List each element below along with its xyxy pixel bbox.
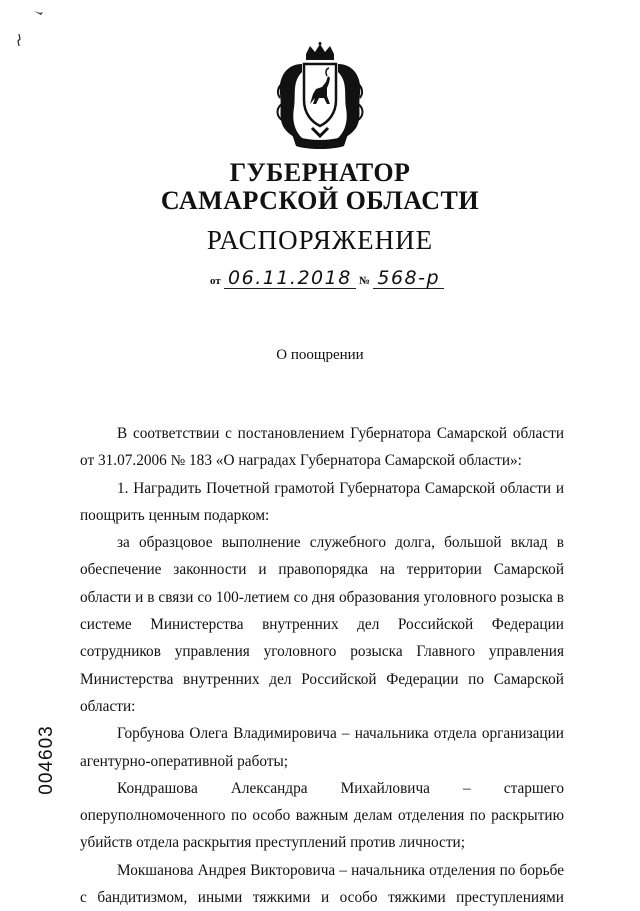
body-paragraph: В соответствии с постановлением Губернатора Самарской области от 31.07.2006 № 183 «О наградах Губернатора Самарской области»: [80,425,564,470]
body-paragraph: Горбунова Олега Владимировича – начальника отдела организации агентурно-оперативной работы; [80,725,564,770]
document-body [80,420,564,911]
date-number-line [210,268,444,289]
document-date: 06.11.2018 [224,268,356,289]
serial-number: 004603 [36,725,57,795]
issuer-title-line2: САМАРСКОЙ ОБЛАСТИ [160,186,480,215]
body-paragraph: Кондрашова Александра Михайловича – старшего оперуполномоченного по особо важным делам отделения по раскрытию убийств отдела раскрытия преступлений против личности; [80,779,564,852]
body-paragraph: Мокшанова Андрея Викторовича – начальника отделения по борьбе с бандитизмом, иными тяжкими и особо тяжкими преступлениями [80,861,564,907]
document-subject: О поощрении [276,347,364,363]
body-paragraph: за образцовое выполнение служебного долга, большой вклад в обеспечение законности и правопорядка на территории Самарской области и в связи со 100-летием со дня образования уголовного розыска в системе Министерства внутренних дел Российской Федерации сотрудников управления уголовного розыска Главного управления Министерства внутренних дел Российской Федерации по Самарской области: [80,534,564,715]
issuer-title-line1: ГУБЕРНАТОР [229,158,411,187]
coat-of-arms-emblem [272,42,368,152]
document-number: 568-р [373,268,444,289]
number-label: № [359,275,371,287]
body-paragraph: 1. Наградить Почетной грамотой Губернатора Самарской области и поощрить ценным подарком: [80,479,564,524]
scan-mark [34,10,44,16]
document-type: РАСПОРЯЖЕНИЕ [206,225,434,255]
scan-mark [16,34,22,46]
from-label: от [210,275,221,287]
